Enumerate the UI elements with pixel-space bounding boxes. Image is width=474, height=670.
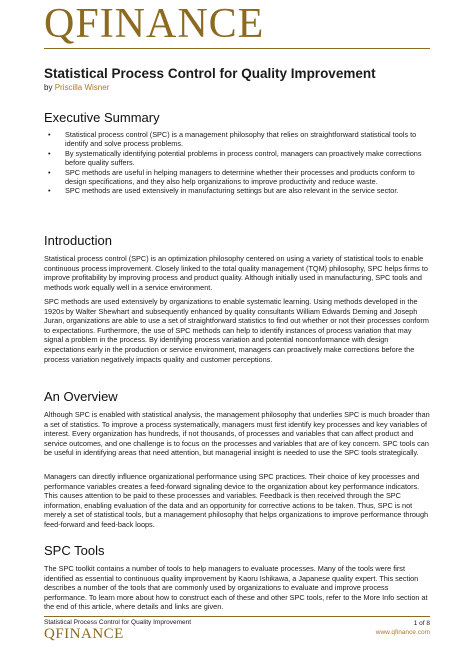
page-number: 1 of 8 xyxy=(413,620,430,627)
executive-summary-heading: Executive Summary xyxy=(44,110,160,125)
byline-prefix: by xyxy=(44,83,53,92)
site-link[interactable]: www.qfinance.com xyxy=(375,629,430,636)
header-divider xyxy=(44,48,430,49)
executive-summary-list xyxy=(44,130,430,196)
byline xyxy=(44,83,109,92)
footer-article-title: Statistical Process Control for Quality Improvement xyxy=(44,619,192,626)
list-item: • By systematically identifying potential problems in process control, managers can proactively make corrections before quality suffers. xyxy=(44,149,430,168)
introduction-paragraph-1: Statistical process control (SPC) is an optimization philosophy centered on using a variety of statistical tools to enable continuous process improvement. Closely linked to the total quality management (TQM) philosophy, SPC helps firms to improve profitability by improving process and product quality. Although initially used in manufacturing, SPC tools and methods work equally well in a service environment. xyxy=(44,254,428,292)
spc-tools-heading: SPC Tools xyxy=(44,543,105,558)
overview-paragraph-1: Although SPC is enabled with statistical analysis, the management philosophy that underlies SPC is much broader than a set of statistics. To improve a process systematically, managers must first identify key processes and key variables of interest. Every organization has hundreds, if not thousands, of processes and variables that can affect product and service outcomes, and one challenge is to focus on the processes and variables that are of key concern. SPC tools can be useful in identifying areas that need attention, but managerial insight is needed to use the SPC tools strategically. xyxy=(44,410,430,458)
overview-heading: An Overview xyxy=(44,389,118,404)
list-item: • Statistical process control (SPC) is a management philosophy that relies on straightforward statistical tools to identify and solve process problems. xyxy=(44,130,430,149)
article-title: Statistical Process Control for Quality Improvement xyxy=(44,66,376,81)
list-item: • SPC methods are used extensively in manufacturing settings but are also relevant in the service sector. xyxy=(44,186,430,195)
footer-divider xyxy=(44,616,430,617)
list-item: • SPC methods are useful in helping managers to determine whether their processes and products conform to design specifications, and they also help organizations to improve productivity and reduce waste. xyxy=(44,168,430,187)
footer-meta xyxy=(376,619,430,637)
spc-tools-paragraph-1: The SPC toolkit contains a number of tools to help managers to evaluate processes. Many of the tools were first identified as essential to continuous quality improvement by Kaoru Ishikawa, a Japanese quality expert. This section describes a number of the tools that are commonly used by organizations to evaluate and improve process performance. To learn more about how to construct each of these and other SPC tools, refer to the More Info section at the end of this article, where details and links are given. xyxy=(44,564,428,612)
introduction-paragraph-2: SPC methods are used extensively by organizations to enable systematic learning. Using methods developed in the 1920s by Walter Shewhart and subsequently enhanced by quality consultants William Edwards Deming and Joseph Juran, organizations are able to use a set of straightforward statistics to find out whether or not their processes conform to expectations. Furthermore, the use of SPC methods can help to identify instances of process variation that may signal a problem in the process. By identifying process variation and potential nonconformance with design expectations early in the production or service environment, managers can proactively make corrections before the process variation negatively impacts quality and customer perceptions. xyxy=(44,297,429,364)
author-link[interactable]: Priscilla Wisner xyxy=(54,83,110,92)
qfinance-logo: QFINANCE xyxy=(44,1,265,47)
footer-qfinance-logo: QFINANCE xyxy=(44,626,124,642)
introduction-heading: Introduction xyxy=(44,233,112,248)
overview-paragraph-2: Managers can directly influence organizational performance using SPC practices. Their choice of key processes and performance variables creates a feed-forward signaling device to the organization about key performance indicators. This causes attention to be paid to these processes and variables. Feedback is then received through the SPC information, enabling evaluation of the data and an opportunity for corrective actions to be taken. Thus, SPC is not merely a set of statistical tools, but a management philosophy that helps organizations to improve performance through feed-forward and feed-back loops. xyxy=(44,472,429,529)
